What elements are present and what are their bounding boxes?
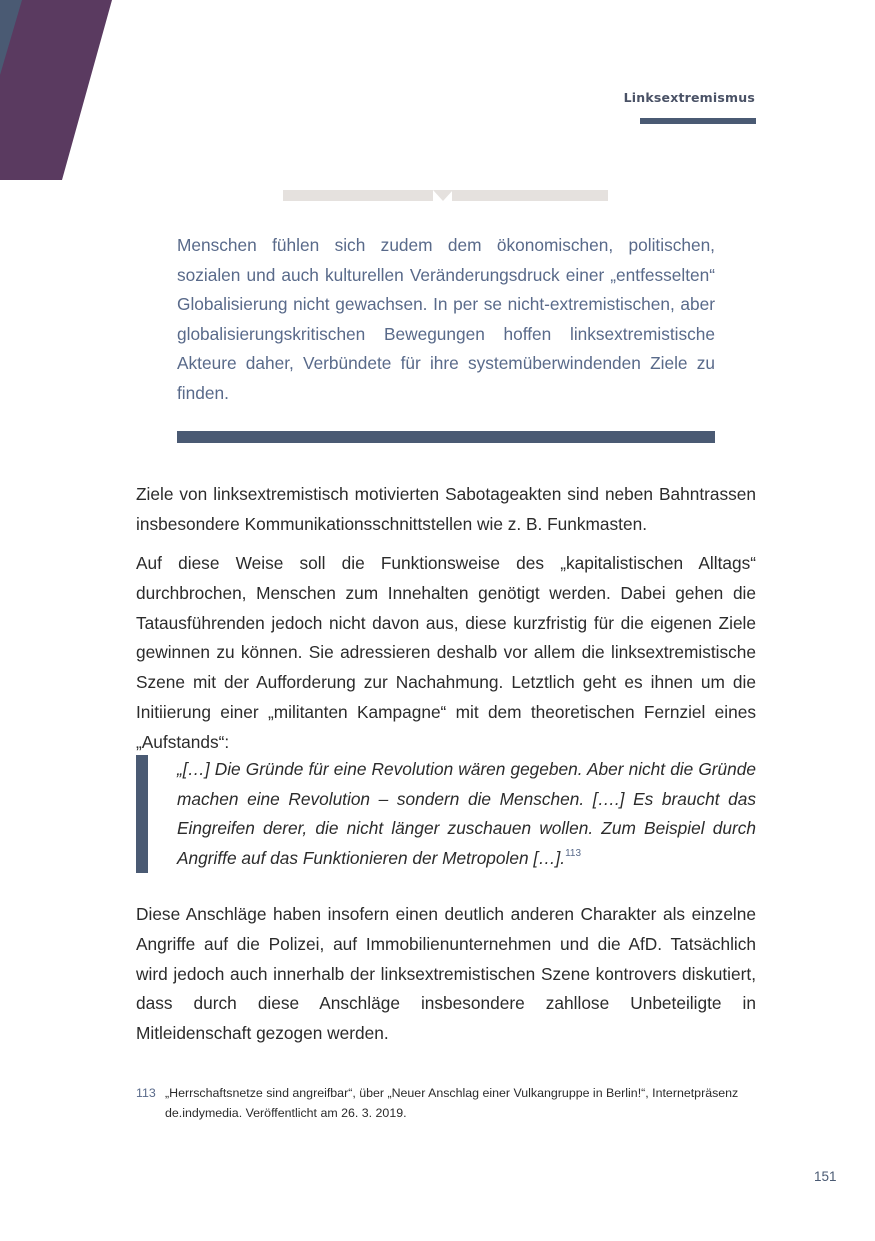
box-notch — [433, 190, 453, 201]
body-paragraph-1: Ziele von linksextremistisch motivierten Sabotageakten sind neben Bahntrassen insbesondere Kommunikationsschnittstellen wie z. B. Funkmasten. — [136, 484, 756, 534]
section-label: Linksextremismus — [623, 90, 755, 105]
body-paragraph-3: Diese Anschläge haben insofern einen deutlich anderen Charakter als einzelne Angriffe auf die Polizei, auf Immobilienunternehmen und die AfD. Tatsächlich wird jedoch auch innerhalb der linksextremistischen Szene kontrovers diskutiert, dass durch diese Anschläge insbesondere zahllose Unbeteiligte in Mitleidenschaft gezogen werden. — [136, 904, 756, 1044]
box-top-rule-right — [452, 190, 608, 201]
quote-text: „[…] Die Gründe für eine Revolution wären gegeben. Aber nicht die Gründe machen eine Revolution – sondern die Menschen. [….] Es braucht das Eingreifen derer, die nicht länger zuschauen wollen. Zum Beispiel durch Angriffe auf das Funktionieren der Metropolen […]. — [177, 759, 756, 868]
corner-decoration — [0, 0, 120, 180]
footnote-number: 113 — [136, 1086, 156, 1100]
quote — [177, 755, 756, 873]
footnote — [136, 1083, 756, 1123]
body-paragraph-2: Auf diese Weise soll die Funktionsweise des „kapitalistischen Alltags“ durchbrochen, Menschen zum Innehalten genötigt werden. Dabei gehen die Tatausführenden jedoch nicht davon aus, diese kurzfristig für die eigenen Ziele gewinnen zu können. Sie adressieren deshalb vor allem die linksextremistische Szene mit der Aufforderung zur Nachahmung. Letztlich geht es ihnen um die Initiierung einer „militanten Kampagne“ mit dem theoretischen Fernziel eines „Aufstands“: — [136, 553, 756, 752]
footnote-text: „Herrschaftsnetze sind angreifbar“, über „Neuer Anschlag einer Vulkangruppe in Berlin!“, Internetpräsenz de.indymedia. Veröffentlicht am 26. 3. 2019. — [165, 1086, 739, 1120]
box-bottom-rule — [177, 431, 715, 443]
footnote-ref[interactable]: 113 — [565, 847, 582, 859]
section-rule — [640, 118, 756, 124]
quote-bar — [136, 755, 148, 873]
highlight-text: Menschen fühlen sich zudem dem ökonomischen, politischen, sozialen und auch kulturellen Veränderungsdruck einer „entfesselten“ Globalisierung nicht gewachsen. In per se nicht-extremistischen, aber globalisierungskritischen Bewegungen hoffen linksextremistische Akteure daher, Verbündete für ihre systemüberwindenden Ziele zu finden. — [177, 235, 715, 403]
box-top-rule-left — [283, 190, 433, 201]
page-number: 151 — [814, 1169, 837, 1184]
